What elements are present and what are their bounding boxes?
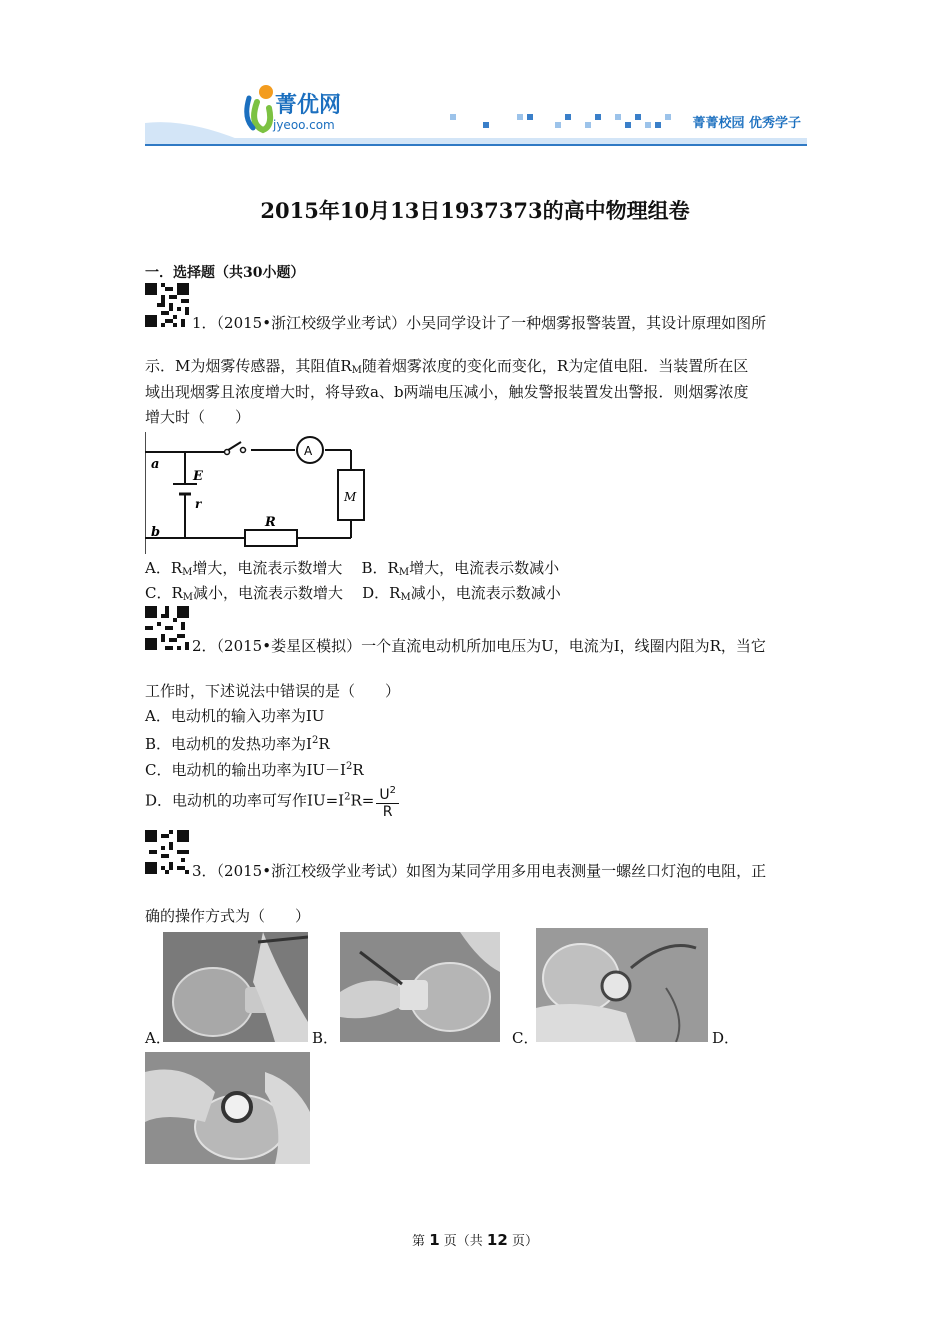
qr-code-icon[interactable] — [145, 830, 189, 874]
sensor-label: M — [344, 490, 357, 504]
ammeter-label: A — [304, 444, 313, 458]
option-d-photo — [145, 1052, 310, 1164]
page-footer: 第 1 页（共 12 页） — [412, 1231, 538, 1249]
q3-stem-line: 确的操作方式为（ ） — [145, 907, 311, 925]
q2-stem-line: 2．（2015•娄星区模拟）一个直流电动机所加电压为U，电流为I，线圈内阻为R，当它 — [192, 637, 766, 655]
logo-text: 菁优网 — [275, 93, 342, 118]
circuit-diagram — [145, 432, 375, 554]
header-slogan: 菁菁校园 优秀学子 — [692, 116, 801, 131]
page-number: 1 — [429, 1231, 440, 1249]
q1-options-row — [145, 583, 561, 608]
terminal-b-label: b — [151, 525, 161, 540]
resistor-label: R — [265, 515, 276, 530]
q1-options-row — [145, 558, 559, 583]
q1-stem-line: 增大时（ ） — [145, 408, 251, 426]
option-a-photo — [163, 932, 308, 1042]
q1-stem-line: 域出现烟雾且浓度增大时，将导致a、b两端电压减小，触发警报装置发出警报．则烟雾浓度 — [145, 383, 749, 401]
q2-option-d[interactable]: D．电动机的功率可写作$IU=I^2R=$ $\frac{U^2}{R}$ — [145, 783, 399, 820]
jyeoo-logo-icon — [145, 78, 275, 142]
q2-option-a[interactable]: A．电动机的输入功率为IU — [145, 707, 325, 725]
emf-label: E — [193, 469, 203, 484]
power-fraction: $\frac{U^2}{R}$ — [376, 783, 399, 820]
q1-stem-line: 示．M为烟雾传感器，其阻值$R_M$随着烟雾浓度的变化而变化，R为定值电阻．当装置所在区 — [145, 357, 749, 376]
q3-option-a[interactable]: A． — [145, 1029, 171, 1047]
option-c-photo — [536, 928, 708, 1042]
q2-option-b[interactable]: B．电动机的发热功率为$I^2R$ — [145, 735, 330, 753]
q1-option-d[interactable]: D．$R_M$减小，电流表示数减小 — [362, 584, 561, 603]
q1-stem-line: 1．（2015•浙江校级学业考试）小吴同学设计了一种烟雾报警装置，其设计原理如图所 — [192, 314, 767, 332]
q3-option-b[interactable]: B． — [312, 1029, 339, 1047]
q2-stem-line: 工作时，下述说法中错误的是（ ） — [145, 682, 401, 700]
q2-option-c[interactable]: C．电动机的输出功率为$IU-I^2R$ — [145, 761, 364, 779]
q3-stem-line: 3．（2015•浙江校级学业考试）如图为某同学用多用电表测量一螺丝口灯泡的电阻，正 — [192, 862, 767, 880]
option-b-photo — [340, 932, 500, 1042]
internal-resistance-label: r — [195, 497, 202, 511]
page-total: 12 — [486, 1231, 508, 1249]
q1-option-c[interactable]: C．$R_M$减小，电流表示数增大 — [145, 584, 344, 603]
q1-option-b[interactable]: B．$R_M$增大，电流表示数减小 — [361, 559, 560, 578]
terminal-a-label: a — [151, 457, 160, 472]
q1-option-a[interactable]: A．$R_M$增大，电流表示数增大 — [145, 559, 343, 578]
header-divider — [145, 144, 807, 146]
page-header — [145, 78, 807, 148]
document-title: 2015年10月13日1937373的高中物理组卷 — [260, 198, 690, 223]
qr-code-icon[interactable] — [145, 606, 189, 650]
logo-domain: jyeoo.com — [273, 118, 335, 132]
section-heading: 一．选择题（共30小题） — [145, 265, 305, 281]
qr-code-icon[interactable] — [145, 283, 189, 327]
q3-option-c[interactable]: C． — [512, 1029, 539, 1047]
q3-option-d[interactable]: D． — [712, 1029, 740, 1047]
